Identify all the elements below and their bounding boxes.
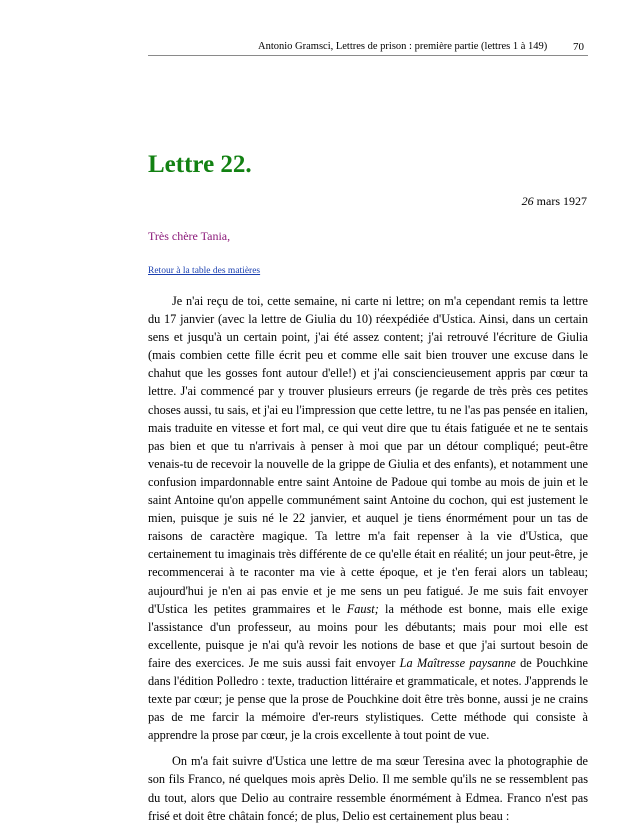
paragraph-1-text-c: de Pouchkine dans l'édition Polledro : texte, traduction littéraire et grammaticale, et notes. J'apprends le texte par cœur; je pense que la prose de Pouchkine doit être très bonne, aussi je ne crains pas de me farcir la mémoire d'er-reurs stylistiques. Cette méthode qui consiste à apprendre la prose par cœur, je la crois excellente à tout point de vue. xyxy=(148,655,588,743)
table-of-contents-link[interactable]: Retour à la table des matières xyxy=(148,266,261,276)
running-title: Antonio Gramsci, Lettres de prison : première partie (lettres 1 à 149) xyxy=(258,41,548,52)
paragraph-1-text-a: Je n'ai reçu de toi, cette semaine, ni carte ni lettre; on m'a cependant remis ta lettre du 17 janvier (avec la lettre de Giulia du 10) réexpédiée d'Ustica. Ainsi, dans un certain sens et jusqu'à un certain point, j'ai été assez content; j'ai retrouvé l'écriture de Giulia (mais combien cette fille écrit peu et comme elle sait bien trouver une excuse dans le chahut que les gosses font autour d'elle!) et j'ai consciencieusement appris par cœur ta lettre. J'ai commencé par y trouver plusieurs erreurs (je regarde de très près ces petites choses aussi, tu sais, et j'ai eu l'impression que cette lettre, tu ne l'as pas pensée en italien, mais traduite en vitesse et fort mal, ce qui veut dire que tu étais fatiguée et ne te sentais pas bien et que tu n'arrivais à penser à moi que par un détour compliqué; peut-être venais-tu de recevoir la nouvelle de la grippe de Giulia et des enfants), et notamment une confusion impardonnable entre saint Antoine de Padoue qui tombe au mois de juin et le saint Antoine qu'on appelle communément saint Antoine du cochon, qui est justement le mien, puisque je suis né le 22 janvier, et auquel je tiens énormément pour un tas de raisons de caractère magique. Ta lettre m'a fait repenser à la vie d'Ustica, que certainement tu imaginais très différente de ce qu'elle était en réalité; un jour peut-être, je recommencerai à te raconter ma vie à cette époque, et je t'en ferai alors un tableau; aujourd'hui je n'en ai pas envie et je me sens un peu fatigué. Je me suis fait envoyer d'Ustica les petites grammaires et le xyxy=(148,294,588,616)
paragraph-1-text-b: la méthode est bonne, mais elle exige l'assistance d'un professeur, au moins pour les débutants; mais pour moi elle est excellente, puisque je n'ai qu'à revoir les notions de base et que j'ai surtout besoin de faire des exercices. Je me suis aussi fait envoyer xyxy=(148,601,589,670)
paragraph-2: On m'a fait suivre d'Ustica une lettre de ma sœur Teresina avec la photographie de son fils Franco, né quelques mois après Delio. Il me semble qu'ils ne se ressemblent pas du tout, alors que Delio au contraire ressemble énormément à Edmea. Franco n'est pas frisé et doit être châtain foncé; de plus, Delio est certainement plus beau : xyxy=(148,754,588,823)
paragraph-1 xyxy=(148,292,588,744)
maitresse-paysanne-title: La Maîtresse paysanne xyxy=(399,655,516,670)
salutation: Très chère Tania, xyxy=(148,229,231,243)
letter-date-day: 26 xyxy=(521,194,534,208)
faust-title: Faust; xyxy=(346,601,379,616)
letter-date-month-year: mars 1927 xyxy=(536,194,587,208)
page-number: 70 xyxy=(573,41,584,53)
letter-title: Lettre 22. xyxy=(148,151,252,178)
letter-date xyxy=(522,193,587,209)
running-header xyxy=(148,36,588,54)
header-divider xyxy=(148,55,588,56)
letter-body xyxy=(148,292,588,825)
